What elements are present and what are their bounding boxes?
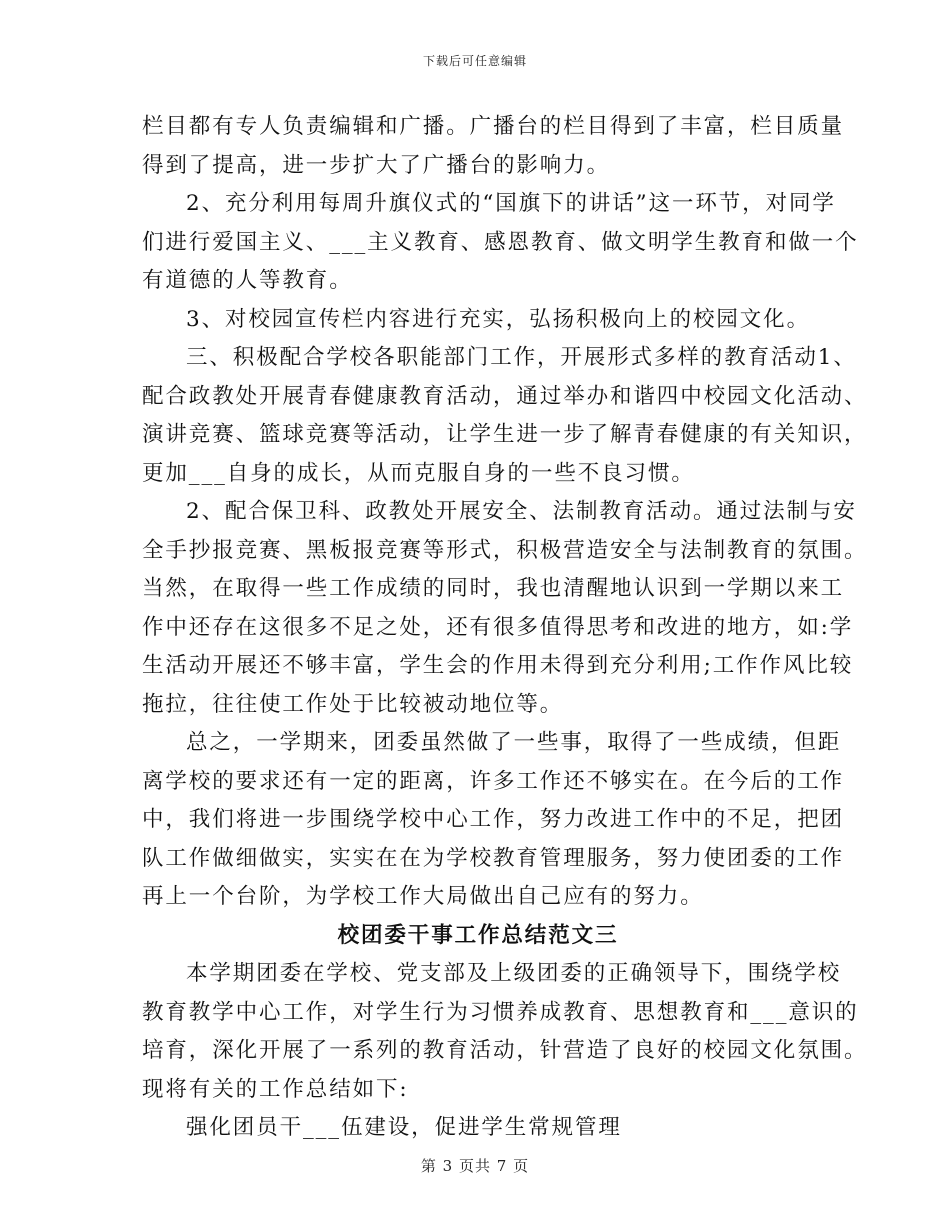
section-heading: 校团委干事工作总结范文三 <box>337 922 619 948</box>
text-line: 中，我们将进一步围绕学校中心工作，努力改进工作中的不足，把团 <box>142 807 845 832</box>
text-line: 有道德的人等教育。 <box>142 268 353 293</box>
text-line: 得到了提高，进一步扩大了广播台的影响力。 <box>142 152 611 178</box>
text-line: 本学期团委在学校、党支部及上级团委的正确领导下，围绕学校 <box>186 961 842 986</box>
page-number-footer: 第 3 页共 7 页 <box>420 1157 530 1175</box>
text-line: 现将有关的工作总结如下: <box>142 1076 409 1102</box>
text-line: 3、对校园宣传栏内容进行充实，弘扬积极向上的校园文化。 <box>186 306 810 332</box>
text-line: 当然，在取得一些工作成绩的同时，我也清醒地认识到一学期以来工 <box>142 576 845 601</box>
text-line: 离学校的要求还有一定的距离，许多工作还不够实在。在今后的工作 <box>142 768 845 794</box>
text-line: 2、配合保卫科、政教处开展安全、法制教育活动。通过法制与安 <box>186 499 857 524</box>
text-line: 三、积极配合学校各职能部门工作，开展形式多样的教育活动1、 <box>186 345 857 370</box>
text-line: 生活动开展还不够丰富，学生会的作用未得到充分利用;工作作风比较 <box>142 653 854 678</box>
text-line: 2、充分利用每周升旗仪式的“国旗下的讲话”这一环节，对同学 <box>186 191 836 216</box>
text-line: 更加___自身的成长，从而克服自身的一些不良习惯。 <box>142 460 695 486</box>
text-line: 培育，深化开展了一系列的教育活动，针营造了良好的校园文化氛围。 <box>142 1038 868 1063</box>
page-header-note: 下载后可任意编辑 <box>422 54 527 68</box>
text-line: 再上一个台阶，为学校工作大局做出自己应有的努力。 <box>142 884 704 909</box>
text-line: 配合政教处开展青春健康教育活动，通过举办和谐四中校园文化活动、 <box>142 383 868 409</box>
text-line: 队工作做细做实，实实在在为学校教育管理服务，努力使团委的工作 <box>142 845 845 871</box>
text-line: 们进行爱国主义、___主义教育、感恩教育、做文明学生教育和做一个 <box>142 229 859 255</box>
document-body <box>142 108 868 1148</box>
text-line: 演讲竞赛、篮球竞赛等活动，让学生进一步了解青春健康的有关知识， <box>142 422 868 447</box>
text-line: 拖拉，往往使工作处于比较被动地位等。 <box>142 691 564 717</box>
text-line: 全手抄报竞赛、黑板报竞赛等形式，积极营造安全与法制教育的氛围。 <box>142 537 868 563</box>
text-line: 总之，一学期来，团委虽然做了一些事，取得了一些成绩，但距 <box>186 730 842 755</box>
text-line: 教育教学中心工作，对学生行为习惯养成教育、思想教育和___意识的 <box>142 999 859 1025</box>
text-line: 作中还存在这很多不足之处，还有很多值得思考和改进的地方，如:学 <box>142 614 854 640</box>
text-line: 栏目都有专人负责编辑和广播。广播台的栏目得到了丰富，栏目质量 <box>142 114 845 139</box>
text-line: 强化团员干___伍建设，促进学生常规管理 <box>186 1115 622 1140</box>
